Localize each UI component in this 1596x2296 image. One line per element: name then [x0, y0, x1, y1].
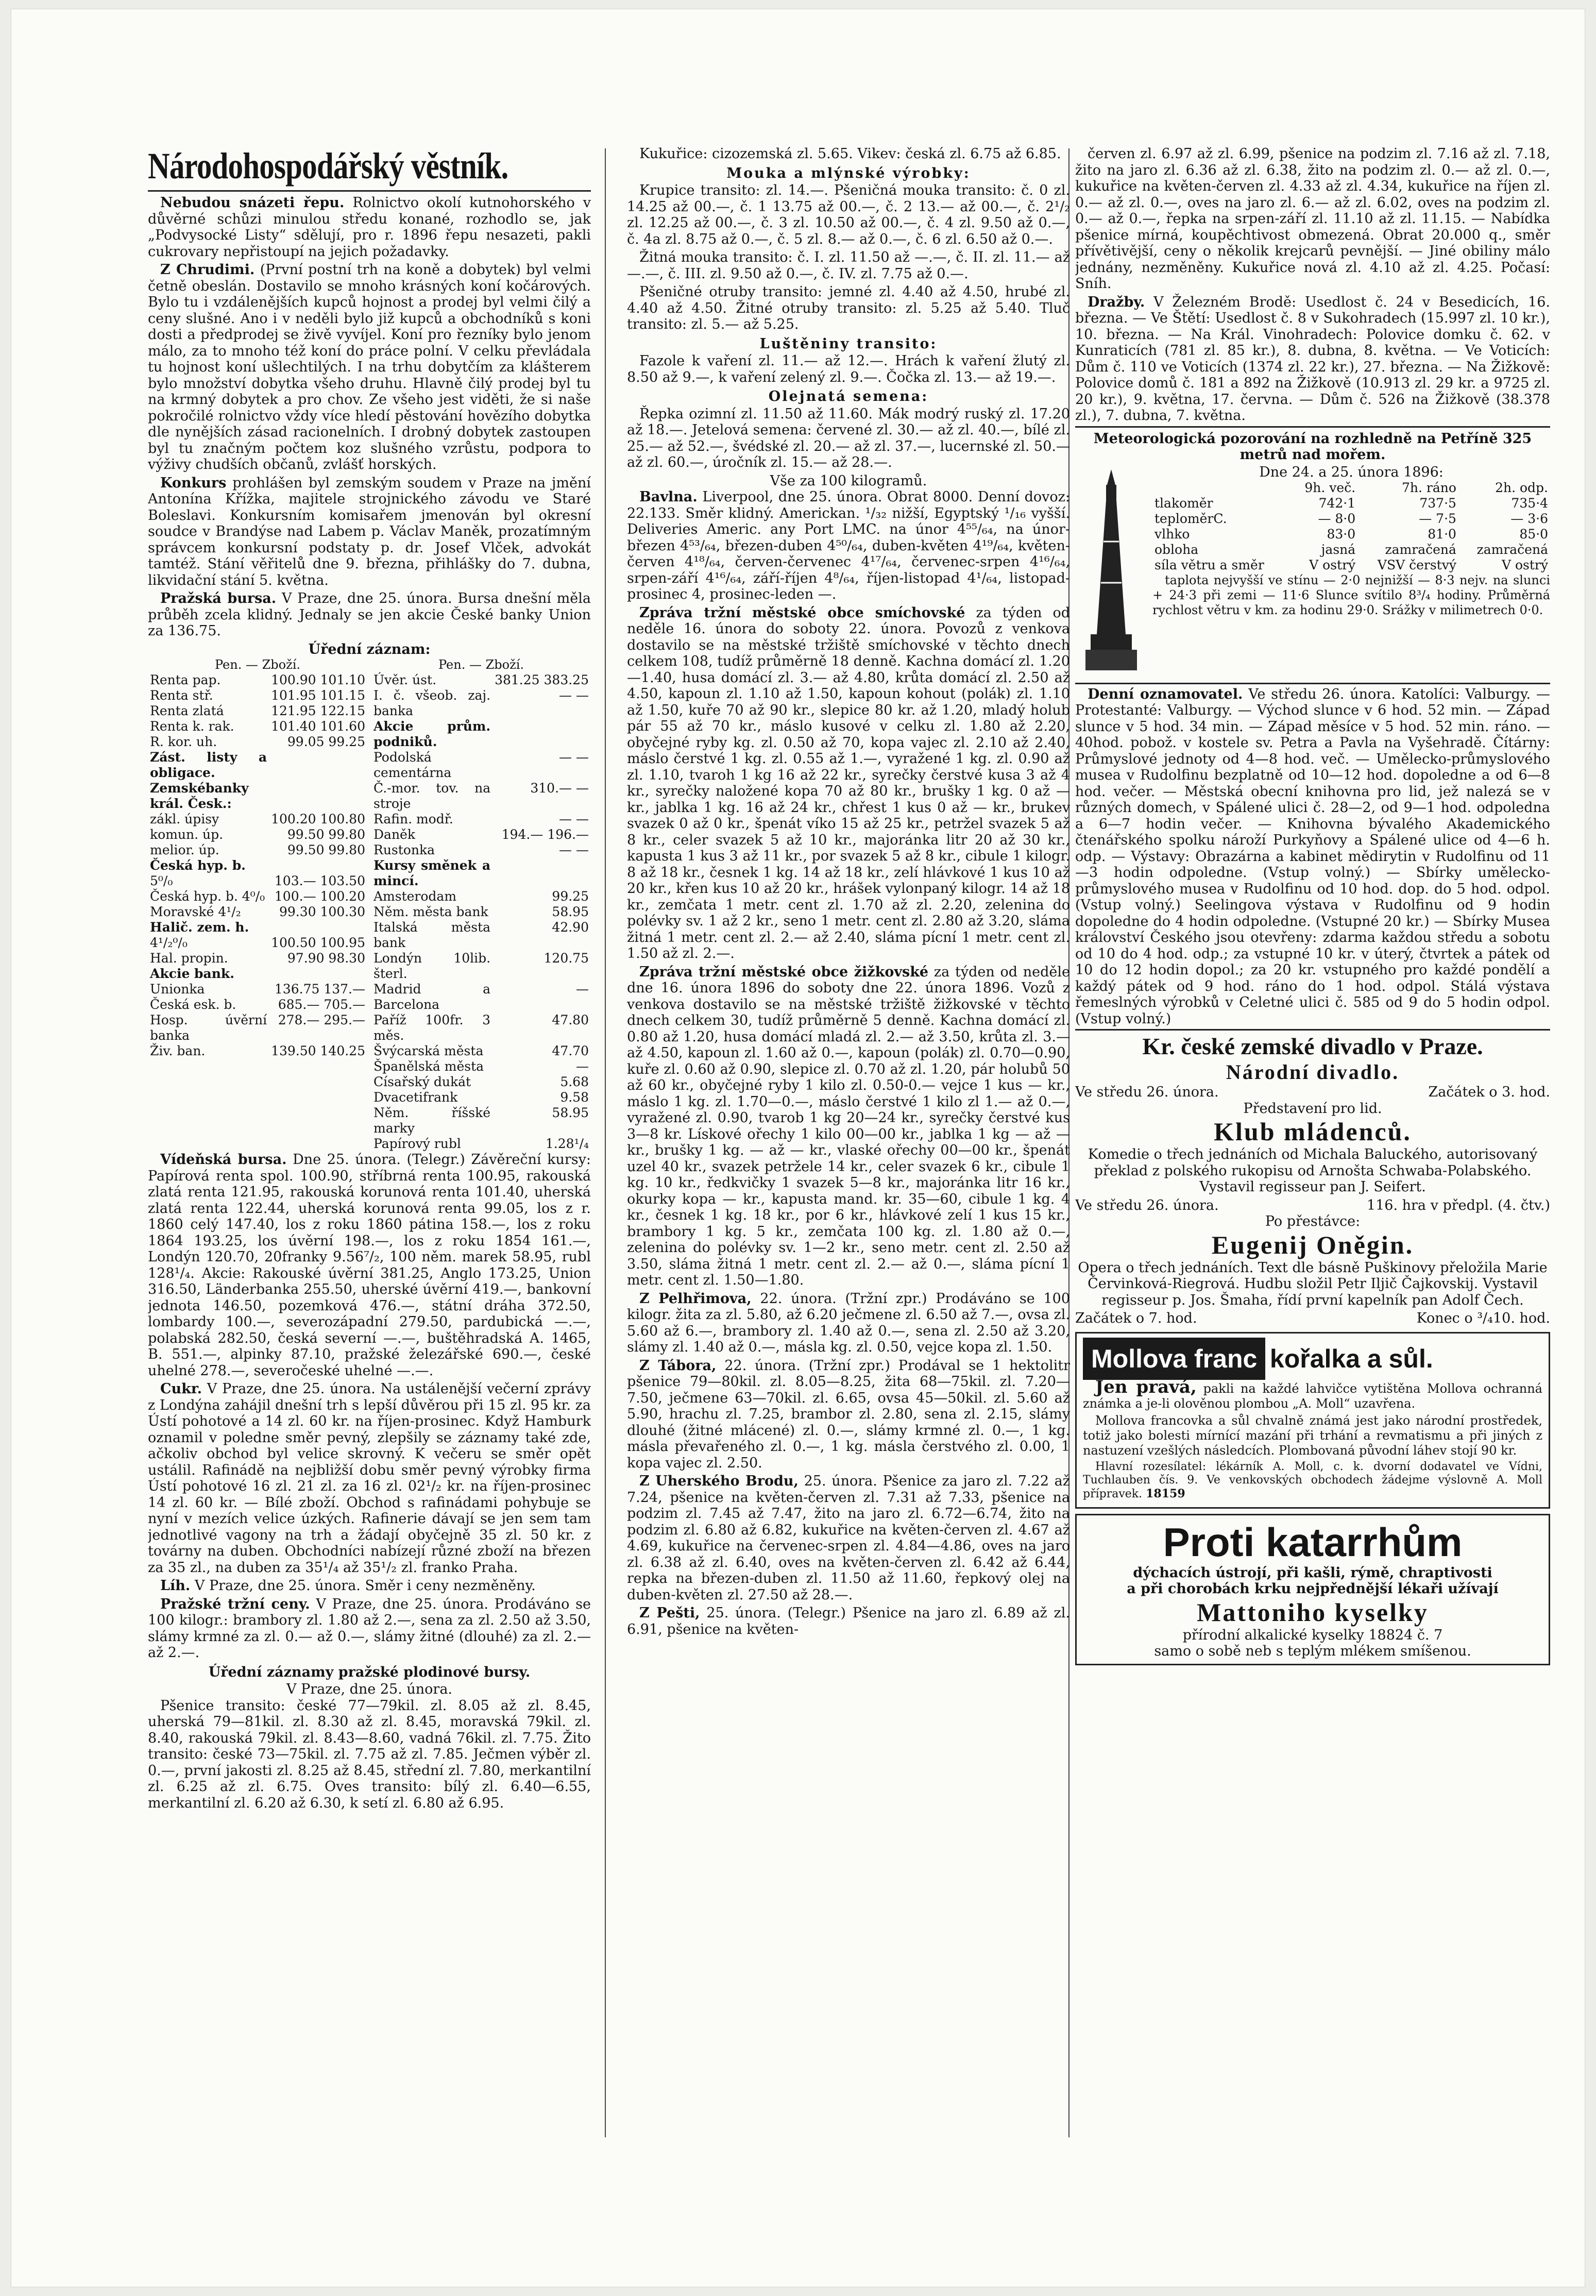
table-row [371, 812, 591, 827]
table-row [148, 904, 367, 920]
show2-date: Ve středu 26. února. [1075, 1197, 1219, 1213]
section-rule [1075, 426, 1550, 428]
quote-table-header: Pen. — Zboží. [214, 657, 301, 672]
section-rule [1075, 1029, 1550, 1031]
column-2 [627, 146, 1070, 2135]
table-cell-value: 99.50 99.80 [287, 842, 365, 857]
table-cell-label: Rafin. modř. [373, 812, 453, 826]
table-cell-value: 735·4 [1511, 496, 1548, 511]
table-cell-label: Londýn 10lib. šterl. [373, 951, 491, 981]
table-row [371, 750, 591, 781]
article-uh-brod: Z Uherského Brodu, 25. února. Pšenice za jaro zl. 7.22 až 7.24, pšenice na květen-červen zl. 7.31 až 7.33, pšenice na podzim zl. 7.45 až 7.47, žito na jaro zl. 6.72—6.74, žito na podzim zl. 6.80 až 6.82, kukuřice na květen-červen zl. 4.67 až 4.69, kukuřice na červenec-srpen zl. 4.84—4.86, oves na jaro zl. 6.38 až zl. 6.40, oves na květen-červen zl. 6.42 až 6.44, repka na březen-duben zl. 11.50 až 11.60, řepkový olej na duben-květen zl. 27.50 až 28.—. [627, 1473, 1070, 1603]
ad-mattoni-title: Proti katarrhům [1163, 1519, 1463, 1565]
table-cell-label: Dvacetifrank [373, 1090, 458, 1105]
table-cell-value: 194.— 196.— [501, 827, 589, 842]
table-cell-label: teploměrC. [1154, 511, 1227, 526]
table-cell-label: Č.-mor. tov. na stroje [373, 781, 491, 811]
table-cell-value: 97.90 98.30 [287, 951, 365, 966]
table-row [1152, 527, 1550, 542]
table-row [148, 966, 367, 982]
table-row [148, 688, 367, 703]
table-cell-value: 103.— 103.50 [274, 873, 365, 888]
table-row [148, 951, 367, 966]
table-cell-label: Daněk [373, 827, 415, 842]
show1-meta [1075, 1084, 1550, 1101]
table-cell-label: komun. úp. [150, 827, 224, 842]
seed-prices: Řepka ozimní zl. 11.50 až 11.60. Mák modrý ruský zl. 17.20 až 18.—. Jetelová semena: červené zl. 30.— až zl. 40.—, bílé zl. 25.— až 52.—, švédské zl. 20.— až zl. 37.—, lucernské zl. 50.— až zl. 60.—, úročník zl. 15.— až 28.—. [627, 406, 1070, 470]
show2-subscription: 116. hra v předpl. (4. čtv.) [1366, 1197, 1550, 1213]
show1-desc: Komedie o třech jednáních od Michala Baluckého, autorisovaný překlad z polského rukopisu od Arnošta Schwaba-Polabského. Vystavil regisseur pan J. Seifert. [1088, 1146, 1538, 1195]
theatre-title: Kr. české zemské divadlo v Praze. [1142, 1033, 1483, 1059]
show1-title: Klub mládenců. [1214, 1117, 1412, 1146]
quote-table-title: Úřední záznam: [308, 641, 431, 657]
ad-moll-body: Mollova francovka a sůl chvalně známá jest jako národní prostředek, totiž jako bolesti mírnící mazání při trhání a revmatismu a při jiných z nastuzení vzešlých následcích. Plombovaná původní láhev stojí 90 kr. [1083, 1413, 1542, 1458]
table-cell-label: Renta zlatá [150, 703, 224, 718]
table-cell-label: Španělská města [373, 1059, 484, 1074]
table-cell-value: 47.70 [552, 1043, 589, 1058]
table-cell-label: Císařský dukát [373, 1074, 471, 1089]
table-row [148, 842, 367, 858]
table-cell-value: 5.68 [560, 1074, 589, 1089]
table-cell-label: Podolská cementárna [373, 750, 452, 780]
petrin-tower-icon [1075, 464, 1147, 681]
show1-date: Ve středu 26. února. [1075, 1084, 1219, 1100]
article-vienna-bourse: Vídeňská bursa. Dne 25. února. (Telegr.) Závěreční kursy: Papírová renta spol. 100.90, stříbrná renta 100.95, rakouská zlatá renta 121.95, rakouská korunová renta 101.40, uherská zlatá renta 122.44, uherská korunová renta 99.05, los z r. 1860 celý 147.40, los z roku 1860 pátina 158.—, los z roku 1864 193.25, los úvěrní 198.—, los z roku 1854 161.—, Londýn 120.70, 20franky 9.56⁷/₂, 100 něm. marek 58.95, rubl 128¹/₄. Akcie: Rakouské úvěrní 381.25, Anglo 173.25, Union 316.50, Länderbanka 255.50, uherské úvěrní 419.—, bankovní jednota 146.50, pozemková 476.—, státní dráha 372.50, lombardy 100.—, severozápadní 279.50, pardubická —.—, polabská 282.50, česká severní —.—, buštěhradská A. 1465, B. 551.—, alpinky 87.10, pražské železářské 690.—, české uhelné 278.—, severočeské uhelné —.—. [148, 1152, 591, 1379]
table-cell-label: síla větru a směr [1154, 558, 1264, 572]
theatre-subtitle: Národní divadlo. [1226, 1060, 1400, 1084]
ad-mattoni [1075, 1514, 1550, 1665]
table-cell-label: 5⁰/₀ [150, 873, 173, 888]
table-row [371, 982, 591, 1012]
table-cell-value: 310.— — [530, 781, 589, 796]
table-cell-label: Švýcarská města [373, 1043, 484, 1058]
table-cell-label: Renta stř. [150, 688, 213, 703]
article-daily-notices: Denní oznamovatel. Ve středu 26. února. Katolíci: Valburgy. — Protestanté: Valburgy. — Východ slunce v 6 hod. 52 min. — Západ slunce v 5 hod. 34 min. — Západ měsíce v 5 hod. 52 min. ráno. — 40hod. pobož. v kostele sv. Petra a Pavla na Vyšehradě. Čítárny: Průmyslové jednoty od 4—8 hod. več. — Umělecko-průmyslového musea v Rudolfinu bezplatně od 10—12 hod. dopoledne a od 6—8 hod. večer. — Městská obecní knihovna pro lid, jež nalezá se v různých domech, v Spálené ulici č. 28—2, od 9—1 hod. odpoledna a 6—7 hodin večer. — Knihovna bývalého Akademického čtenářského spolku nároží Purkyňovy a Spálené ulice od 4—6 h. odp. — Výstavy: Obrazárna a kabinet mědirytin v Rudolfinu od 11—3 hodin odpoledne. (Vstup volný.) — Sbírky umělecko-průmyslového musea v Rudolfinu od 10 hod. dop. do 5 hod. odpol. (Vstup volný.) Seelingova výstava v Rudolfinu od 9 hodin dopoledne do 4 hodin odpoledne. (Vstupné 20 kr.) — Sbírky Musea království Českého jsou otevřeny: zdarma každou středu a sobotu od 10 do 4 hod. odp.; za vstupné 10 kr. v úterý, čtvrtek a pátek od 10 do 12 hodin dopol.; za 20 kr. vstupného pro každé pondělí a každý pátek od 9 hod. ráno do 1 hod. odpol. Stálá výstava řemeslných výrobků v Celetné ulici č. 585 od 9 do 5 hodin odpol. (Vstup volný.) [1075, 686, 1550, 1027]
table-cell-value: 47.80 [552, 1012, 589, 1027]
article-beets: Nebudou snázeti řepu. Rolnictvo okolí kutnohorského v důvěrné schůzi minulou středu konané, rozhodlo se, jak „Podvysocké Listy“ sdělují, pro r. 1896 řepu nesazeti, pakli cukrovary nepřistoupí na jejich požadavky. [148, 195, 591, 260]
table-cell-value: 58.95 [552, 1105, 589, 1120]
table-cell-value [493, 858, 591, 889]
table-cell-value: 99.30 100.30 [279, 904, 365, 919]
table-row [148, 750, 367, 781]
table-cell-value [269, 750, 367, 781]
article-cotton: Bavlna. Liverpool, dne 25. února. Obrat 8000. Denní dovoz: 22.133. Směr klidný. Americkan. ¹/₃₂ nižší, Egyptský ¹/₁₆ vyšší. Deliveries Americ. any Port LMC. na únor 4⁵⁵/₆₄, na únor-březen 4⁵³/₆₄, březen-duben 4⁵⁰/₆₄, duben-květen 4¹⁹/₆₄, květen-červen 4¹⁸/₆₄, červen-červenec 4¹⁷/₆₄, červenec-srpen 4¹⁶/₆₄, srpen-září 4¹⁶/₆₄, září-říjen 4⁸/₆₄, říjen-listopad 4¹/₆₄, listopad-prosinec 4, prosinec-leden —. [627, 489, 1070, 602]
table-cell-value [269, 858, 367, 873]
table-cell-value: 101.40 101.60 [271, 719, 365, 734]
article-auctions: Dražby. V Železném Brodě: Usedlost č. 24 v Besedicích, 16. března. — Ve Štětí: Usedlost č. 8 v Sukohradech (15.997 zl. 10 kr.), 10. března. — Na Král. Vinohradech: Polovice domku č. 62. v Kunraticích (781 zl. 85 kr.), 8. dubna, 8. května. — Ve Voticích: Dům č. 110 ve Voticích (1374 zl. 22 kr.), 27. března. — Na Žižkově: Polovice domů č. 181 a 892 na Žižkově (10.913 zl. 29 kr. a 9725 zl. 20 kr.), 9. května, 17. června. — Dům č. 526 na Žižkově (38.378 zl.), 7. dubna, 7. května. [1075, 294, 1550, 424]
table-cell-value: — 8·0 [1318, 511, 1356, 526]
table-cell-value: 81·0 [1428, 527, 1456, 542]
table-row [371, 842, 591, 858]
article-market-prices: Pražské tržní ceny. V Praze, dne 25. února. Prodáváno se 100 kilogr.: brambory zl. 1.80 až 2.—, sena za zl. 2.50 až 3.50, slámy krmné za zl. 0.— až 0.—, slámy žitné (dlouhé) za zl. 2.— až 2.—. [148, 1596, 591, 1661]
article-grain-bourse: Pšenice transito: české 77—79kil. zl. 8.05 až zl. 8.45, uherská 79—81kil. zl. 8.30 až zl. 8.45, moravská 79kil. zl. 8.40, rakouská 79kil. zl. 8.43—8.60, vadná 76kil. zl. 7.75. Žito transito: české 73—75kil. zl. 7.75 až zl. 7.85. Ječmen výběr zl. 0.—, první jakosti zl. 8.25 až 8.45, střední zl. 7.80, merkantilní zl. 6.25 až zl. 6.75. Oves transito: bílý zl. 6.40—6.55, merkantilní zl. 6.20 až 6.30, k setí zl. 6.80 až 6.95. [148, 1697, 591, 1811]
table-cell-value: 381.25 383.25 [495, 672, 589, 687]
show2-for: Po přestávce: [1265, 1213, 1361, 1229]
ad-moll-footer: Hlavní rozesílatel: lékárník A. Moll, c. k. dvorní dodavatel ve Vídni, Tuchlauben čís. 9. Ve venkovských obchodech žádejme výslovně A. Moll přípravek. 18159 [1083, 1460, 1542, 1500]
page-headline: Národohospodářský věstník. [148, 146, 508, 187]
table-row [1152, 496, 1550, 511]
ad-moll-banner [1083, 1338, 1542, 1380]
table-cell-value: 83·0 [1327, 527, 1356, 542]
meteo-table [1152, 480, 1550, 573]
table-cell-label: Česká hyp. b. [150, 858, 246, 873]
ad-mattoni-line4: samo o sobě neb s teplým mlékem smíšenou. [1154, 1643, 1471, 1659]
quote-table [148, 657, 591, 1152]
table-cell-value: — — [559, 842, 589, 857]
table-cell-label: Zemskébanky král. Česk.: [150, 781, 249, 811]
ad-moll-product: kořalka a sůl. [1269, 1344, 1433, 1373]
table-cell-label: vlhko [1154, 527, 1190, 542]
table-cell-value: 2h. odp. [1495, 480, 1548, 495]
table-cell-value: 685.— 705.— [278, 997, 365, 1012]
column-rule [605, 148, 606, 2137]
table-cell-label: Něm. města bank [373, 904, 488, 919]
article-pest: Z Pešti, 25. února. (Telegr.) Pšenice na jaro zl. 6.89 až zl. 6.91, pšenice na květen- [627, 1605, 1070, 1637]
table-cell-value: 742·1 [1318, 496, 1356, 511]
table-cell-label: Moravské 4¹/₂ [150, 904, 241, 919]
show1-start: Začátek o 3. hod. [1428, 1084, 1550, 1100]
table-cell-value: 139.50 140.25 [271, 1043, 365, 1058]
table-row [148, 719, 367, 734]
article-tabor: Z Tábora, 22. února. (Tržní zpr.) Prodával se 1 hektolitr pšenice 79—80kil. zl. 8.05—8.25, žita 68—75kil. zl. 7.20—7.50, ječmene 63—70kil. zl. 6.65, ovsa 45—50kil. zl. 5.60 až 5.90, hrachu zl. 7.25, brambor zl. 2.80, sena zl. 2.15, slámy dlouhé (žitné mlácené) zl. 0.—, slámy krmné zl. 0.—, 1 kg. másla převařeného zl. 0.—, 1 kg. másla čerstvého zl. 0.00, 1 kopa vajec zl. 2.50. [627, 1357, 1070, 1471]
table-row [371, 688, 591, 719]
table-cell-label: Živ. ban. [150, 1043, 206, 1058]
table-cell-label: tlakoměr [1154, 496, 1213, 511]
article-smichov-market: Zpráva tržní městské obce smíchovské za týden od neděle 16. února do soboty 22. února. Povozů z venkova dostavilo se na městské tržiště smíchovské v těchto dnech celkem 108, tudíž průměrně 18 denně. Kachna domácí zl. 1.20—1.40, husa domácí zl. 3.— až 4.80, krůta domácí zl. 2.50 až 4.50, kapoun zl. 1.10 až 1.50, kapoun kohout (polák) zl. 1.10 až 1.50, kuře 70 až 90 kr., slepice 80 kr. až 1.20, mladý holub pár 55 až 70 kr., máslo kusové v celku zl. 1.80 až 2.20, obyčejné ryby kg. zl. 0.50 až 70, kopa vajec zl. 2.10 až 2.40, máslo čerstvé 1 kg. zl. 0.55 až 1.—, vyražené 1 kg. zl. 0.90 až zl. 1.10, tvaroh 1 kg 16 až 22 kr., syrečky čerstvé kusa 3 až 4 kr., syrečky naložené kopa 70 až 80 kr., brušky 1 kg. 0 až — kr., jablka 1 kg. 16 až 24 kr., chřest 1 kus 0 až — kr., brukev svazek 0 až 0 kr., špenát víko 15 až 25 kr., petržel svazek 5 až 8 kr., celer svazek 5 až 10 kr., majoránka litr 20 až 30 kr., kapusta 1 kus 3 až 11 kr., por svazek 5 až 8 kr., cibule 1 kilogr. 8 až 18 kr., česnek 1 kg. 14 až 18 kr., zelí hlávkové 1 kus 10 až 20 kr., křen kus 10 až 20 kr., hrášek vylonpaný kilogr. 14 až 18 kr., zemčata 1 metr. cent zl. 1.70 až zl. 2.20, zelenina do polévky sv. 1 až 2 kr., seno 1 metr. cent zl. 2.80 až 3.20, sláma žitná 1 metr. cent zl. 2.— až 2.40, sláma pícní 1 metr. cent zl. 1.50 až zl. 2.—. [627, 604, 1070, 961]
table-row [371, 719, 591, 750]
table-row [148, 827, 367, 842]
table-cell-label: Renta pap. [150, 672, 221, 687]
column-3 [1075, 146, 1550, 2135]
table-row [1152, 558, 1550, 573]
table-row [371, 858, 591, 889]
table-cell-label: Papírový rubl [373, 1136, 461, 1151]
table-cell-value: — 7·5 [1419, 511, 1456, 526]
section-rule [1075, 683, 1550, 684]
show2-title: Eugenij Oněgin. [1211, 1230, 1414, 1259]
table-cell-label: Rustonka [373, 842, 435, 857]
table-cell-label: I. č. všeob. zaj. banka [373, 688, 491, 718]
table-row [1152, 542, 1550, 558]
table-row [1152, 480, 1550, 496]
table-row [148, 734, 367, 750]
table-row [371, 1012, 591, 1043]
table-cell-value [269, 920, 367, 935]
article-zizkov-market: Zpráva tržní městské obce žižkovské za týden od neděle dne 16. února 1896 do soboty dne 22. února 1896. Vozů z venkova dostavilo se na městské tržiště žižkovské v těchto dnech celkem 30, tudíž průměrně 5 denně. Kachna domácí zl. 0.80 až 1.20, husa domácí mladá zl. 2.— až 3.50, krůta zl. 3.— až 4.50, kapoun zl. 1.60 až 0.—, kapoun (polák) zl. 0.70—0.90, kuře zl. 0.60 až 0.90, slepice zl. 0.70 až zl. 1.20, pár holubů 50 až 60 kr., obyčejné ryby 1 kilo zl. 0.50-0.— vejce 1 kus — kr., máslo 1 kg. zl. 1.70—0.—, máslo čerstvé 1 kilo zl 1.— až 0.—, vyražené zl. 0.90, tvarob 1 kg 20—24 kr., syrečky čerstvé kus 3—8 kr. Lískové ořechy 1 kilo 00—00 kr., jablka 1 kg — až — kr., brušky 1 kg. — až — kr., vlaské ořechy 00—00 kr., špenát uzel 40 kr., svazek petržele 14 kr., celer svazek 6 kr., cibule 1 kg. 10 kr., ředkvičky 1 svazek 5—8 kr., majoránka litr 16 kr., okurky kopa — kr., kapusta mand. kr. 35—60, cibule 1 kg. 4 kr., česnek 1 kg. 18 kr., por 6 kr., hlávkové zelí 1 kus 15 kr., brambory 1 kg. 5 kr., zemčata 100 kg. zl. 1.80 až 0.—, zelenina do polévky sv. 1—2 kr., seno metr. cent zl. 2.50 až 3.50, sláma žitná 1 metr. cent zl. 2.— až 0.—, sláma pícní 1 metr. cent zl. 1.50—1.80. [627, 964, 1070, 1288]
article-prague-bourse: Pražská bursa. V Praze, dne 25. února. Bursa dnešní měla průběh zcela klidný. Jednaly se jen akcie České banky Union za 136.75. [148, 590, 591, 639]
unit-note: Vše za 100 kilogramů. [770, 472, 927, 489]
section-heading: Luštěniny transito: [759, 335, 938, 352]
table-cell-label: Něm. říšské marky [373, 1105, 491, 1136]
article-bankruptcy: Konkurs prohlášen byl zemským soudem v Praze na jmění Antonína Křížka, majitele strojnického závodu ve Staré Boleslavi. Konkursním komisařem jmenován byl okresní soudce v Brandýse nad Labem p. Václav Maněk, prozatímným správcem konkursní podstaty p. dr. Josef Vlček, advokát tamtéž. Stání věřitelů dne 9. března, přihlášky do 7. dubna, likvidační stání 5. května. [148, 475, 591, 588]
table-cell-value: 136.75 137.— [274, 982, 365, 997]
section-heading: Mouka a mlýnské výrobky: [726, 165, 971, 181]
table-row [371, 1074, 591, 1090]
table-cell-value: — — [559, 812, 589, 826]
article-chrudim: Z Chrudimi. (První postní trh na koně a dobytek) byl velmi četně obeslán. Dostavilo se mnoho krásných koní kočárových. Bylo tu i vzdálenějších kupců hojnost a prodej byl velmi čilý a ceny slušné. Ano i v neděli bylo již kupců a obchodníků s koni dosti a předprodej se živě vyvíjel. Koní pro řezníky bylo jenom málo, za to mnoho též koní do práce polní. V celku převládala tu hojnost koní ušlechtilých. I na trhu dobytčím za klášterem bylo množství dobytka všeho druhu. Hlavně čilý prodej byl tu na krmný dobytek a pro chov. Ze všeho jest viděti, že si naše pokročilé rolnictvo vždy více hledí pěstování hovězího dobytka dle nynějších zásad racionelních. I drobný dobytek zastoupen byl tu značným počtem koz slušného vzrůstu, podpora to výživy chudších občanů, zvlášť horských. [148, 262, 591, 472]
article-pelhrimov: Z Pelhřimova, 22. února. (Tržní zpr.) Prodáváno se 100 kilogr. žita za zl. 5.80, až 6.20 ječmene zl. 6.50 až 7.—, ovsa zl. 5.60 až 6.—, brambory zl. 1.40 až 0.—, sena zl. 2.50 až 3.20, slámy zl. 1.40 až 0.—, másla kg. zl. 0.50, vejce kopa zl. 1.50. [627, 1290, 1070, 1355]
table-row [371, 1090, 591, 1105]
table-row [148, 1012, 367, 1043]
table-cell-value: — 3·6 [1510, 511, 1548, 526]
table-cell-label: Amsterodam [373, 889, 457, 904]
show2-meta [1075, 1197, 1550, 1214]
table-row [371, 1043, 591, 1059]
ad-mattoni-line3: přírodní alkalické kyselky 18824 č. 7 [1182, 1627, 1443, 1643]
table-cell-label: Akcie prům. podniků. [373, 719, 491, 749]
table-row [148, 935, 367, 951]
table-cell-label: Hosp. úvěrní banka [150, 1012, 267, 1043]
column-1 [148, 146, 591, 2145]
table-row [371, 1105, 591, 1136]
table-cell-value: — [576, 982, 589, 997]
table-row [371, 951, 591, 982]
table-cell-value: 99.25 [552, 889, 589, 904]
table-cell-label: 4¹/₂⁰/₀ [150, 935, 188, 950]
table-cell-value: zamračená [1385, 542, 1456, 557]
table-row [148, 920, 367, 935]
table-cell-value [269, 781, 367, 812]
table-cell-value: 9.58 [560, 1090, 589, 1105]
article-spirit: Líh. V Praze, dne 25. února. Směr i ceny nezměněny. [160, 1578, 536, 1594]
show2-times [1075, 1310, 1550, 1327]
meteo-date: Dne 24. a 25. února 1896: [1259, 464, 1444, 480]
table-cell-label: Hal. propin. [150, 951, 228, 966]
table-cell-value: 278.— 295.— [278, 1012, 365, 1027]
table-cell-label: Česká hyp. b. 4⁰/₀ [150, 889, 265, 904]
table-cell-label: Unionka [150, 982, 205, 997]
table-cell-label: obloha [1154, 542, 1199, 557]
table-cell-value: 100.— 100.20 [274, 889, 365, 904]
meteo-block [1075, 464, 1550, 681]
section-heading: Úřední záznamy pražské plodinové bursy. [208, 1664, 531, 1680]
table-cell-value: 85·0 [1519, 527, 1548, 542]
table-cell-value: 100.50 100.95 [271, 935, 365, 950]
table-cell-value: jasná [1321, 542, 1356, 557]
section-dateline: V Praze, dne 25. února. [286, 1681, 452, 1697]
table-cell-label: R. kor. uh. [150, 734, 217, 749]
table-cell-label: Akcie bank. [150, 966, 234, 981]
ad-moll-brand: Mollova franc [1083, 1338, 1265, 1380]
table-cell-label: Kursy směnek a mincí. [373, 858, 491, 888]
table-cell-value: 1.28¹/₄ [545, 1136, 589, 1151]
table-row [148, 858, 367, 873]
grain-prices: Kukuřice: cizozemská zl. 5.65. Vikev: česká zl. 6.75 až 6.85. [639, 146, 1061, 162]
table-row [371, 920, 591, 951]
quote-table-right [371, 672, 591, 1152]
table-cell-label: melior. úp. [150, 842, 219, 857]
newspaper-page [11, 9, 1585, 2287]
table-cell-label: Madrid a Barcelona [373, 982, 491, 1012]
table-cell-value: 737·5 [1419, 496, 1456, 511]
table-row [371, 781, 591, 812]
table-cell-value: 9h. več. [1304, 480, 1356, 495]
table-cell-value [493, 719, 591, 750]
table-cell-label: Úvěr. úst. [373, 672, 437, 687]
table-cell-value: 120.75 [544, 951, 589, 966]
meteo-title: Meteorologická pozorování na rozhledně na Petříně 325 metrů nad mořem. [1093, 430, 1532, 463]
table-cell-value: 100.20 100.80 [271, 812, 365, 826]
table-row [148, 781, 367, 812]
table-row [371, 1059, 591, 1074]
quote-table-header: Pen. — Zboží. [438, 657, 524, 672]
table-row [148, 982, 367, 997]
table-row [371, 904, 591, 920]
show2-desc: Opera o třech jednáních. Text dle básně Puškinovy přeložila Marie Červinková-Riegrová. Hudbu složil Petr Iljič Čajkovskij. Vystavil regisseur p. Jos. Šmaha, řídí první kapelník pan Adolf Čech. [1078, 1259, 1548, 1308]
table-cell-value: — — [559, 750, 589, 765]
table-row [371, 889, 591, 904]
table-cell-value: 58.95 [552, 904, 589, 919]
table-cell-value: VSV čerstvý [1377, 558, 1456, 572]
ad-mattoni-line2: a při chorobách krku nejpřednější lékaři užívají [1127, 1581, 1499, 1597]
table-row [148, 672, 367, 688]
table-cell-label: Renta k. rak. [150, 719, 234, 734]
rye-flour-prices: Žitná mouka transito: č. I. zl. 11.50 až —.—, č. II. zl. 11.— až —.—, č. III. zl. 9.50 až 0.—, č. IV. zl. 7.75 až 0.—. [627, 249, 1070, 282]
table-row [371, 672, 591, 688]
table-cell-value: 99.05 99.25 [287, 734, 365, 749]
pest-continued: červen zl. 6.97 až zl. 6.99, pšenice na podzim zl. 7.16 až zl. 7.18, žito na jaro zl. 6.36 až zl. 6.38, žito na podzim zl. 0.— až zl. 0.—, kukuřice na květen-červen zl. 4.33 až zl. 4.34, kukuřice na říjen zl. 0.— až zl. 0.—, oves na jaro zl. 6.— až zl. 6.02, oves na podzim zl. 0.— až 0.—, řepka na srpen-září zl. 11.10 až zl. 11.15. — Nabídka pšenice mírná, koupěchtivost obmezená. Obrat 20.000 q., směr přívětivější, ceny o několik krejcarů pevnější. — Jiné obiliny málo jednány, nezměněny. Kukuřice nová zl. 4.10 až zl. 4.25. Počasí: Sníh. [1075, 146, 1550, 292]
table-cell-value: 7h. ráno [1402, 480, 1456, 495]
table-row [148, 997, 367, 1012]
table-cell-label [1152, 480, 1291, 496]
ad-mattoni-line1: dýchacích ústrojí, při kašli, rýmě, chraptivosti [1133, 1564, 1492, 1581]
table-row [148, 889, 367, 904]
table-cell-value: zamračená [1476, 542, 1548, 557]
table-cell-value: 42.90 [552, 920, 589, 935]
table-row [1152, 511, 1550, 527]
table-cell-value: 121.95 122.15 [271, 703, 365, 718]
table-row [148, 703, 367, 719]
table-cell-value: V ostrý [1309, 558, 1356, 572]
table-cell-label: Česká esk. b. [150, 997, 236, 1012]
table-cell-value: 100.90 101.10 [271, 672, 365, 687]
table-row [148, 1043, 367, 1059]
bran-prices: Pšeničné otruby transito: jemné zl. 4.40 až 4.50, hrubé zl. 4.40 až 4.50. Žitné otruby transito: zl. 5.25 až 5.40. Tluč transito: zl. 5.— až 5.25. [627, 284, 1070, 332]
ad-moll-authenticity: Jen pravá, pakli na každé lahvičce vytištěna Mollova ochranná známka a je-li olověnou plombou „A. Moll“ uzavřena. [1083, 1376, 1542, 1411]
table-cell-value: — — [559, 688, 589, 703]
section-heading: Olejnatá semena: [768, 389, 929, 404]
legume-prices: Fazole k vaření zl. 11.— až 12.—. Hrách k vaření žlutý zl. 8.50 až 9.—, k vaření zelený zl. 9.—. Čočka zl. 13.— až 19.—. [627, 353, 1070, 385]
table-cell-value [269, 966, 367, 982]
article-sugar: Cukr. V Praze, dne 25. února. Na ustálenější večerní zprávy z Londýna zahájil dnešní trh s lepší důvěrou při 15 zl. 95 kr. za Ústí pohotové a 14 zl. 60 kr. na říjen-prosinec. Když Hamburk oznamil v poledne směr pevný, zlepšily se záznamy také zde, ačkoliv obchod byl velice skrovný. K večeru se směr opět ustálil. Rafinádě na nejbližší dobu směr pevný výrobky firma Ústí pohotové 16 zl. 21 zl. za 16 zl. 02¹/₂ kr. na říjen-prosinec 14 zl. 60 kr. — Bílé zboží. Obchod s rafinádami pohybuje se nyní v mezích velice úzkých. Rafinerie dávají se jen sem tam jednotlivé vagony na trh a žádají obyčejně 35 zl. 50 kr. z továrny na duben. Obchodníci nabízejí různé zboží na březen za 35 zl., na duben za 35¹/₄ až 35¹/₂ zl. franko Praha. [148, 1381, 591, 1576]
table-cell-label: zákl. úpisy [150, 812, 219, 826]
table-cell-value: — [576, 1059, 589, 1074]
quote-table-left [148, 672, 367, 1059]
table-row [148, 812, 367, 827]
show2-start: Začátek o 7. hod. [1075, 1310, 1197, 1326]
meteo-note: taplota nejvyšší ve stínu — 2·0 nejnižší — 8·3 nejv. na slunci + 24·3 při zemi — 11·6 Slunce svítilo 8³/₄ hodiny. Průměrná rychlost větru v km. za hodinu 29·0. Srážky v milimetrech 0·0. [1152, 573, 1550, 617]
ad-mattoni-brand: Mattoniho kyselky [1197, 1597, 1429, 1627]
table-cell-label: Halič. zem. h. [150, 920, 249, 935]
table-row [371, 1136, 591, 1152]
table-row [371, 827, 591, 842]
table-cell-label: Paříž 100fr. 3 měs. [373, 1012, 491, 1043]
show2-end: Konec o ³/₄10. hod. [1416, 1310, 1550, 1326]
table-cell-value: 99.50 99.80 [287, 827, 365, 842]
table-cell-label: Italská města bank [373, 920, 491, 950]
table-cell-label: Zást. listy a obligace. [150, 750, 267, 780]
table-row [148, 873, 367, 889]
ad-moll [1075, 1332, 1550, 1509]
table-cell-value: V ostrý [1501, 558, 1548, 572]
table-cell-value: 101.95 101.15 [271, 688, 365, 703]
flour-prices: Krupice transito: zl. 14.—. Pšeničná mouka transito: č. 0 zl. 14.25 až 00.—, č. 1 13.75 až 00.—, č. 2 13.— až 00.—, č. 2¹/₂ zl. 12.25 až 00.—, č. 3 zl. 10.50 až 00.—, č. 4 zl. 9.50 až 0.—, č. 4a zl. 8.75 až 0.—, č. 5 zl. 8.— až 0.—, č. 6 zl. 6.50 až 0.—. [627, 182, 1070, 247]
show1-for: Představení pro lid. [1243, 1100, 1382, 1117]
headline-rule [148, 190, 591, 192]
